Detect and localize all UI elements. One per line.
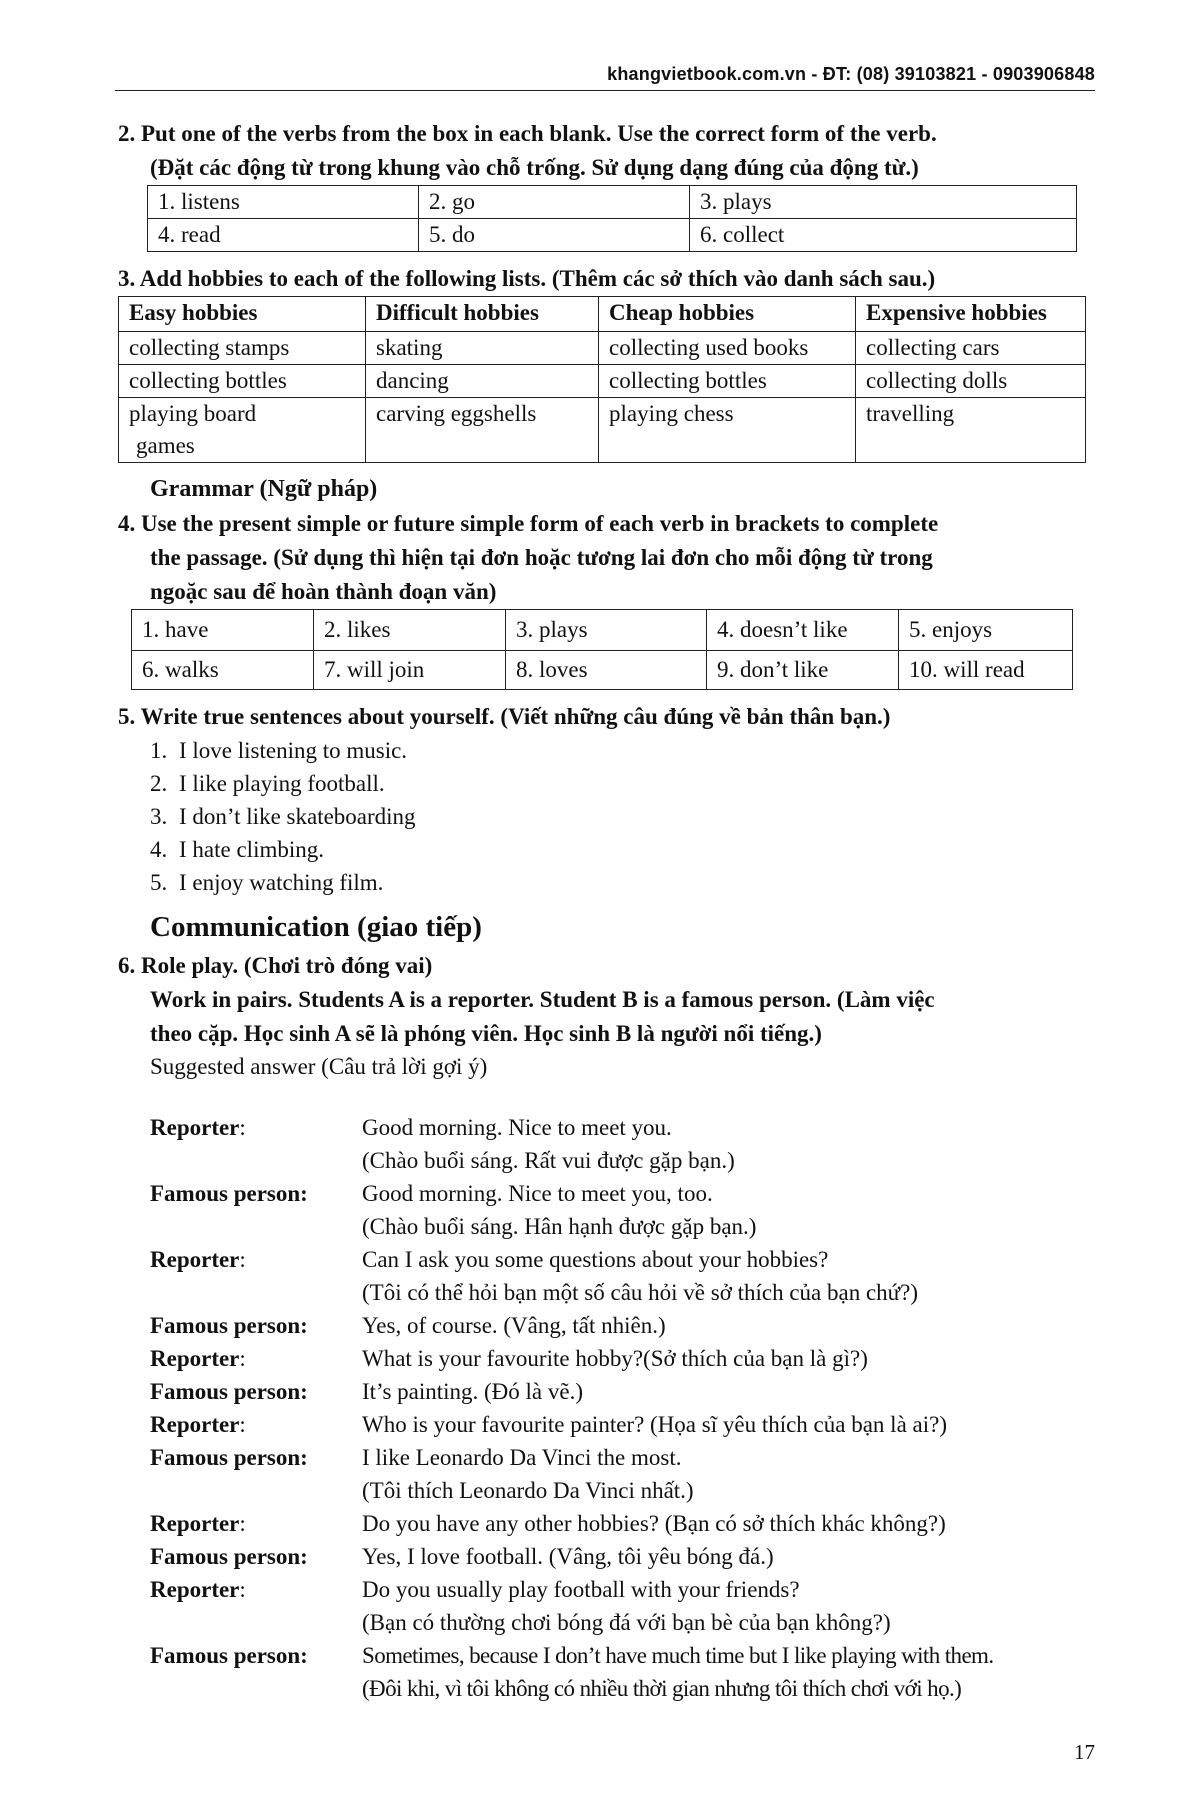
q4-title-cont-2: ngoặc sau để hoàn thành đoạn văn)	[150, 579, 497, 604]
dialogue-line	[150, 1441, 1093, 1507]
table-cell: collecting cars	[856, 332, 1086, 365]
item-text: I hate climbing.	[179, 837, 324, 862]
q2-subtitle: (Đặt các động từ trong khung vào chỗ trống. Sử dụng dạng đúng của động từ.)	[150, 155, 919, 180]
table-row	[132, 651, 1073, 690]
speaker-label: Famous person:	[150, 1181, 308, 1206]
speech-text: Can I ask you some questions about your hobbies? (Tôi có thể hỏi bạn một số câu hỏi về sở thích của bạn chứ?)	[362, 1247, 919, 1305]
table-row	[148, 186, 1077, 219]
speaker-label: Reporter:	[150, 1115, 246, 1140]
dialogue-line	[150, 1111, 1093, 1177]
list-item	[150, 767, 1093, 800]
table-cell: collecting bottles	[599, 365, 856, 398]
item-number: 5.	[150, 870, 168, 895]
table-row	[132, 610, 1073, 651]
table-cell: skating	[366, 332, 599, 365]
table-cell: 5. enjoys	[899, 610, 1073, 651]
page-number: 17	[1074, 1740, 1095, 1764]
table-row	[119, 365, 1086, 398]
speech-text: Do you have any other hobbies? (Bạn có sở thích khác không?)	[362, 1511, 946, 1536]
q5-sentence-list	[118, 734, 1093, 899]
table-cell: 1. have	[132, 610, 314, 651]
page-content	[118, 117, 1093, 1705]
dialogue-line	[150, 1177, 1093, 1243]
speaker-label: Reporter:	[150, 1412, 246, 1437]
q4-title: 4. Use the present simple or future simple form of each verb in brackets to complete	[118, 511, 939, 536]
column-header: Expensive hobbies	[856, 297, 1086, 332]
table-cell: 6. collect	[690, 219, 1077, 252]
speaker-label: Famous person:	[150, 1643, 308, 1668]
q5-title: 5. Write true sentences about yourself. (Viết những câu đúng về bản thân bạn.)	[118, 704, 891, 729]
speaker-label: Reporter:	[150, 1577, 246, 1602]
speaker-label: Reporter:	[150, 1511, 246, 1536]
table-cell: 1. listens	[148, 186, 419, 219]
column-header: Easy hobbies	[119, 297, 366, 332]
table-row	[148, 219, 1077, 252]
q4-box-wrap	[118, 609, 1093, 690]
q3-title: 3. Add hobbies to each of the following lists. (Thêm các sở thích vào danh sách sau.)	[118, 266, 936, 291]
table-cell: collecting bottles	[119, 365, 366, 398]
table-cell: playing chess	[599, 398, 856, 463]
table-cell: 8. loves	[506, 651, 707, 690]
item-number: 3.	[150, 804, 168, 829]
list-item	[150, 833, 1093, 866]
communication-heading: Communication (giao tiếp)	[150, 911, 482, 943]
speaker-label: Famous person:	[150, 1379, 308, 1404]
item-number: 4.	[150, 837, 168, 862]
table-row	[119, 332, 1086, 365]
speech-text: Yes, of course. (Vâng, tất nhiên.)	[362, 1313, 666, 1338]
table-cell: 4. read	[148, 219, 419, 252]
item-number: 1.	[150, 738, 168, 763]
item-text: I enjoy watching film.	[179, 870, 384, 895]
speech-text: Good morning. Nice to meet you, too. (Chào buổi sáng. Hân hạnh được gặp bạn.)	[362, 1181, 757, 1239]
column-header: Difficult hobbies	[366, 297, 599, 332]
header-divider	[115, 90, 1095, 91]
page-header: khangvietbook.com.vn - ĐT: (08) 39103821 - 0903906848	[607, 64, 1095, 84]
speech-text: It’s painting. (Đó là vẽ.)	[362, 1379, 584, 1404]
item-text: I don’t like skateboarding	[179, 804, 416, 829]
table-header-row	[119, 297, 1086, 332]
suggested-answer-label: Suggested answer (Câu trả lời gợi ý)	[150, 1054, 488, 1079]
column-header: Cheap hobbies	[599, 297, 856, 332]
list-item	[150, 866, 1093, 899]
speech-text: Who is your favourite painter? (Họa sĩ yêu thích của bạn là ai?)	[362, 1412, 947, 1437]
item-number: 2.	[150, 771, 168, 796]
speaker-label: Reporter:	[150, 1346, 246, 1371]
table-cell: 7. will join	[314, 651, 506, 690]
dialogue-line	[150, 1639, 1093, 1705]
table-cell: dancing	[366, 365, 599, 398]
dialogue-line	[150, 1573, 1093, 1639]
dialogue-line	[150, 1507, 1093, 1540]
speaker-label: Famous person:	[150, 1544, 308, 1569]
speech-text: Sometimes, because I don’t have much time but I like playing with them. (Đôi khi, vì tôi không có nhiều thời gian nhưng tôi thích chơi với họ.)	[362, 1643, 994, 1701]
q2-box-wrap	[118, 185, 1093, 252]
dialogue-line	[150, 1408, 1093, 1441]
dialogue-line	[150, 1342, 1093, 1375]
table-cell	[119, 398, 366, 463]
q6-instruction-2: theo cặp. Học sinh A sẽ là phóng viên. Học sinh B là người nổi tiếng.)	[150, 1021, 822, 1046]
table-cell: 2. go	[419, 186, 690, 219]
speaker-label: Famous person:	[150, 1445, 308, 1470]
speaker-label: Famous person:	[150, 1313, 308, 1338]
speech-text: Good morning. Nice to meet you. (Chào buổi sáng. Rất vui được gặp bạn.)	[362, 1115, 735, 1173]
speech-text: Do you usually play football with your friends? (Bạn có thường chơi bóng đá với bạn bè của bạn không?)	[362, 1577, 891, 1635]
table-cell: 4. doesn’t like	[707, 610, 899, 651]
table-cell: 5. do	[419, 219, 690, 252]
table-cell: 3. plays	[690, 186, 1077, 219]
q6-title: 6. Role play. (Chơi trò đóng vai)	[118, 953, 433, 978]
q3-hobbies-table	[118, 296, 1086, 463]
dialogue	[118, 1111, 1093, 1705]
speech-text: What is your favourite hobby?(Sở thích của bạn là gì?)	[362, 1346, 868, 1371]
dialogue-line	[150, 1540, 1093, 1573]
list-item	[150, 734, 1093, 767]
item-text: I like playing football.	[179, 771, 385, 796]
table-cell: 3. plays	[506, 610, 707, 651]
dialogue-line	[150, 1375, 1093, 1408]
q2-verb-box	[147, 185, 1077, 252]
speaker-label: Reporter:	[150, 1247, 246, 1272]
table-cell: 9. don’t like	[707, 651, 899, 690]
speech-text: I like Leonardo Da Vinci the most. (Tôi thích Leonardo Da Vinci nhất.)	[362, 1445, 694, 1503]
item-text: I love listening to music.	[179, 738, 408, 763]
table-cell: 6. walks	[132, 651, 314, 690]
dialogue-line	[150, 1243, 1093, 1309]
table-cell: 10. will read	[899, 651, 1073, 690]
list-item	[150, 800, 1093, 833]
speech-text: Yes, I love football. (Vâng, tôi yêu bóng đá.)	[362, 1544, 774, 1569]
table-row	[119, 398, 1086, 463]
cell-line: games	[136, 433, 195, 458]
table-cell: collecting stamps	[119, 332, 366, 365]
grammar-heading: Grammar (Ngữ pháp)	[150, 476, 378, 502]
dialogue-line	[150, 1309, 1093, 1342]
cell-line: playing board	[129, 401, 257, 426]
q6-instruction-1: Work in pairs. Students A is a reporter. Student B is a famous person. (Làm việc	[150, 987, 935, 1012]
q4-answer-box	[131, 609, 1073, 690]
table-cell: collecting dolls	[856, 365, 1086, 398]
table-cell: 2. likes	[314, 610, 506, 651]
table-cell: collecting used books	[599, 332, 856, 365]
q4-title-cont-1: the passage. (Sử dụng thì hiện tại đơn hoặc tương lai đơn cho mỗi động từ trong	[150, 545, 933, 570]
q2-title: 2. Put one of the verbs from the box in each blank. Use the correct form of the verb.	[118, 121, 937, 146]
table-cell: travelling	[856, 398, 1086, 463]
table-cell: carving eggshells	[366, 398, 599, 463]
